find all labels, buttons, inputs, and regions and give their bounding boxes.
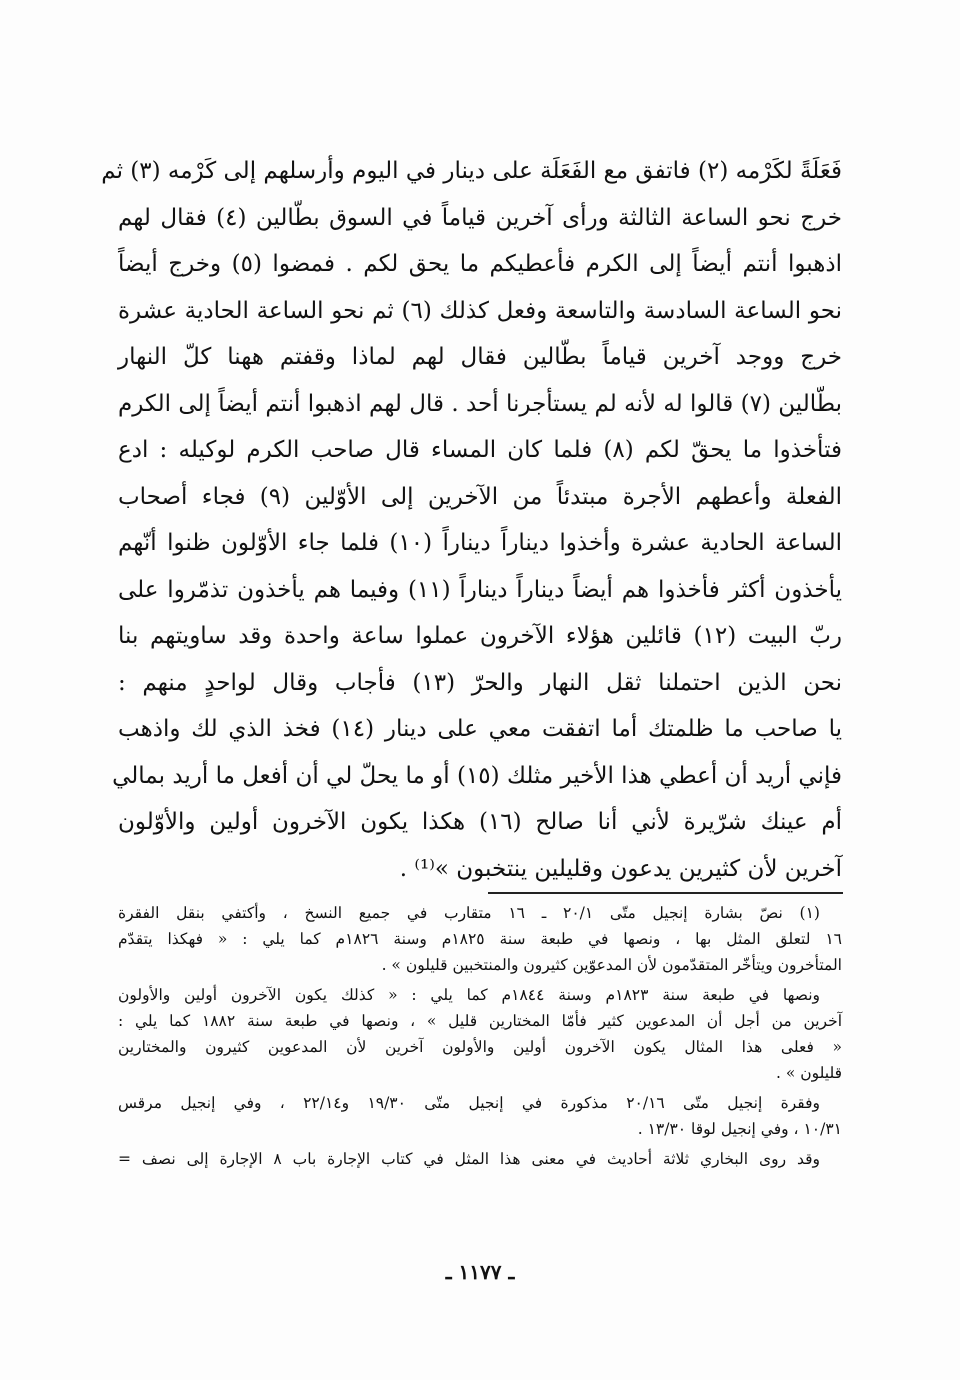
footnote-line: قليلون » .	[775, 1064, 842, 1082]
main-text-line: يأخذون أكثر فأخذوا هم أيضاً ديناراً ديناراً (١١) وفيما هم يأخذون تذمّروا على	[118, 576, 842, 603]
main-text-line: بطّالين (٧) قالوا له لأنه لم يستأجرنا أحد . قال لهم اذهبوا أنتم أيضاً إلى الكرم	[118, 390, 842, 417]
main-text-line: فتأخذوا ما يحقّ لكم (٨) فلما كان المساء قال صاحب الكرم لوكيله : ادع	[118, 437, 843, 463]
footnote-1	[118, 900, 842, 978]
footnote-paragraph	[118, 982, 842, 1086]
footnote-line: المتأخرون ويتأخّر المتقدّمون لأن المدعوّين كثيرون والمنتخبين قليلون » .	[381, 956, 842, 974]
main-text-line: خرج نحو الساعة الثالثة ورأى آخرين قياماً في السوق بطّالين (٤) فقال لهم	[118, 204, 842, 231]
footnote-line: (١) نصّ بشارة إنجيل متّى ٢٠/١ ـ ١٦ متقارب في جميع النسخ ، وأكتفي بنقل الفقرة	[118, 904, 820, 922]
main-text-line: فَعَلَةً لكَرْمه (٢) فاتفق مع الفَعَلَة على دينار في اليوم وأرسلهم إلى كَرْمه (٣) ثم	[101, 158, 842, 184]
main-text-line: نحن الذين احتملنا ثقل النهار والحرّ (١٣) فأجاب وقال لواحدٍ منهم :	[118, 669, 843, 696]
footnote-separator	[488, 892, 843, 894]
footnotes-block	[118, 900, 842, 1176]
main-text-line: خرج ووجد آخرين قياماً بطّالين فقال لهم لماذا وقفتم ههنا كلّ النهار	[118, 344, 842, 370]
main-text-line: ربّ البيت (١٢) قائلين هؤلاء الآخرون عملوا ساعة واحدة وقد ساويتهم بنا	[118, 623, 842, 649]
footnote-paragraph	[118, 1090, 842, 1142]
main-text-line: أم عينك شرّيرة لأني أنا صالح (١٦) هكذا يكون الآخرون أولين والأوّلون	[118, 809, 842, 835]
main-text-line: يا صاحب ما ظلمتك أما اتفقت معي على دينار (١٤) فخذ الذي لك واذهب	[118, 716, 843, 742]
main-text-line: الفعلة وأعطهم الأجرة مبتدئاً من الآخرين إلى الأوّلين (٩) فجاء أصحاب	[118, 483, 842, 510]
footnote-line: وقد روى البخاري ثلاثة أحاديث في معنى هذا المثل في كتاب الإجارة باب ٨ الإجارة إلى نصف =	[118, 1150, 820, 1168]
footnote-line: آخرين من أجل أن المدعوين كثير فأمّا المختارين قليل » ، ونصها في طبعة سنة ١٨٨٢ كما يلي :	[118, 1012, 842, 1030]
footnote-line: « فعلى هذا المثال يكون الآخرون أولين والأولون آخرين لأن المدعوين كثيرون والمختارين	[118, 1038, 842, 1056]
footnote-line: ١٠/٣١ ، وفي إنجيل لوقا ١٣/٣٠ .	[637, 1120, 842, 1138]
main-text-line: نحو الساعة السادسة والتاسعة وفعل كذلك (٦) ثم نحو الساعة الحادية عشرة	[118, 297, 842, 324]
footnote-line: ونصها في طبعة سنة ١٨٢٣م وسنة ١٨٤٤م كما يلي : « كذلك يكون الآخرون أولين والأولون	[118, 986, 820, 1004]
main-text-block	[101, 148, 843, 892]
footnote-line: ١٦ لتعلق المثل بها ، ونصها في طبعة سنة ١٨٢٥م وسنة ١٨٢٦م كما يلي : « فهكذا يتقدّم	[118, 930, 842, 948]
page-number: ـ ١١٧٧ ـ	[445, 1260, 515, 1284]
footnote-paragraph	[118, 1146, 842, 1172]
main-text-line: آخرين لأن كثيرين يدعون وقليلين ينتخبون »⁽¹⁾ .	[399, 855, 842, 882]
main-text-line: فإني أريد أن أعطي هذا الأخير مثلك (١٥) أو ما يحلّ لي أن أفعل ما أريد بمالي	[112, 762, 842, 789]
footnote-line: وفقرة إنجيل متّى ٢٠/١٦ مذكورة في إنجيل متّى ١٩/٣٠ و٢٢/١٤ ، وفي إنجيل مرقس	[118, 1094, 820, 1112]
main-text-line: اذهبوا أنتم أيضاً إلى الكرم فأعطيكم ما يحق لكم . فمضوا (٥) وخرج أيضاً	[118, 251, 842, 277]
main-text-line: الساعة الحادية عشرة وأخذوا ديناراً ديناراً (١٠) فلما جاء الأوّلون ظنوا أنّهم	[118, 530, 842, 556]
